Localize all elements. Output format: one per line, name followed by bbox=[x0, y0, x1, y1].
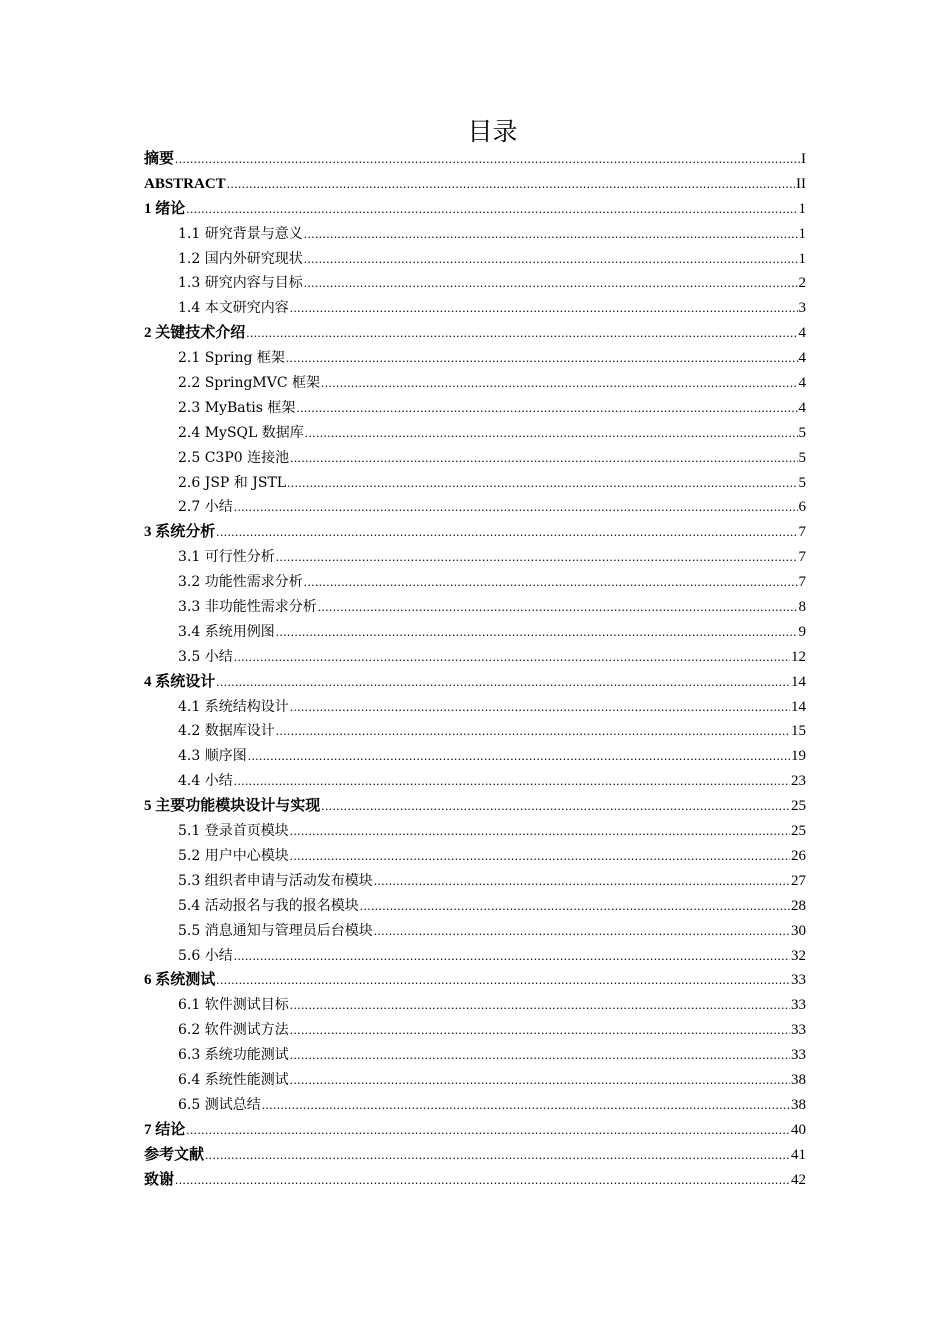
toc-dot-leader bbox=[248, 744, 790, 769]
toc-entry-page: 6 bbox=[798, 499, 806, 516]
toc-entry-page: 4 bbox=[798, 399, 806, 416]
toc-entry[interactable] bbox=[144, 894, 806, 919]
toc-dot-leader bbox=[304, 222, 798, 247]
toc-entry-title: 6.5 测试总结 bbox=[178, 1096, 261, 1113]
toc-dot-leader bbox=[290, 1068, 790, 1093]
toc-entry-title: 2 关键技术介绍 bbox=[144, 325, 246, 342]
toc-entry-page: 33 bbox=[791, 1022, 806, 1039]
toc-entry-title: 5 主要功能模块设计与实现 bbox=[144, 798, 321, 815]
toc-entry-title: 6.3 系统功能测试 bbox=[178, 1047, 289, 1064]
toc-entry[interactable] bbox=[144, 944, 806, 969]
toc-entry[interactable] bbox=[144, 495, 806, 520]
toc-entry-title: 4.3 顺序图 bbox=[178, 748, 247, 765]
toc-entry[interactable] bbox=[144, 222, 806, 247]
toc-entry-title: 5.4 活动报名与我的报名模块 bbox=[178, 897, 359, 914]
toc-entry-title: 4.2 数据库设计 bbox=[178, 723, 275, 740]
toc-dot-leader bbox=[276, 545, 798, 570]
toc-entry-page: 2 bbox=[798, 275, 806, 292]
toc-entry-page: II bbox=[796, 175, 806, 192]
toc-dot-leader bbox=[286, 346, 798, 371]
toc-dot-leader bbox=[186, 197, 797, 222]
toc-entry-page: 9 bbox=[798, 623, 806, 640]
toc-entry[interactable] bbox=[144, 819, 806, 844]
toc-entry[interactable] bbox=[144, 545, 806, 570]
toc-entry-page: 1 bbox=[798, 225, 806, 242]
toc-entry-page: 40 bbox=[791, 1121, 806, 1138]
toc-entry[interactable] bbox=[144, 620, 806, 645]
toc-entry-title: 3 系统分析 bbox=[144, 524, 216, 541]
toc-entry-title: 3.1 可行性分析 bbox=[178, 549, 275, 566]
toc-dot-leader bbox=[374, 919, 790, 944]
toc-entry-title: 3.3 非功能性需求分析 bbox=[178, 599, 317, 616]
toc-entry-page: 8 bbox=[798, 599, 806, 616]
toc-entry[interactable] bbox=[144, 645, 806, 670]
toc-entry-title: 1.3 研究内容与目标 bbox=[178, 275, 303, 292]
toc-entry[interactable] bbox=[144, 595, 806, 620]
toc-entry-title: 5.2 用户中心模块 bbox=[178, 847, 289, 864]
toc-entry-page: 26 bbox=[791, 847, 806, 864]
toc-entry-page: 25 bbox=[791, 798, 806, 815]
toc-dot-leader bbox=[304, 247, 798, 272]
toc-entry[interactable] bbox=[144, 1093, 806, 1118]
toc-entry-title: 4.1 系统结构设计 bbox=[178, 698, 289, 715]
toc-dot-leader bbox=[360, 894, 790, 919]
toc-title: 目录 bbox=[467, 117, 518, 146]
toc-entry-page: 28 bbox=[791, 897, 806, 914]
toc-entry[interactable] bbox=[144, 321, 806, 346]
table-of-contents bbox=[144, 147, 806, 1192]
toc-entry[interactable] bbox=[144, 172, 806, 197]
toc-entry[interactable] bbox=[144, 744, 806, 769]
toc-entry-page: 30 bbox=[791, 922, 806, 939]
toc-entry-page: 15 bbox=[791, 723, 806, 740]
toc-dot-leader bbox=[290, 844, 790, 869]
toc-dot-leader bbox=[290, 1018, 790, 1043]
toc-entry-title: 2.5 C3P0 连接池 bbox=[178, 449, 290, 466]
toc-entry[interactable] bbox=[144, 296, 806, 321]
toc-entry[interactable] bbox=[144, 769, 806, 794]
toc-entry-page: 38 bbox=[791, 1096, 806, 1113]
toc-dot-leader bbox=[321, 794, 790, 819]
toc-entry-title: 2.6 JSP 和 JSTL bbox=[178, 474, 287, 491]
toc-entry[interactable] bbox=[144, 695, 806, 720]
toc-dot-leader bbox=[276, 620, 798, 645]
toc-entry[interactable] bbox=[144, 147, 806, 172]
toc-entry-page: 33 bbox=[791, 1047, 806, 1064]
toc-entry-page: 4 bbox=[798, 325, 806, 342]
toc-entry-title: 2.4 MySQL 数据库 bbox=[178, 424, 304, 441]
toc-entry-title: 3.2 功能性需求分析 bbox=[178, 574, 303, 591]
toc-entry-title: 3.4 系统用例图 bbox=[178, 623, 275, 640]
toc-entry[interactable] bbox=[144, 670, 806, 695]
toc-entry-title: 2.2 SpringMVC 框架 bbox=[178, 375, 321, 392]
toc-entry-page: I bbox=[801, 151, 806, 167]
toc-entry-page: 33 bbox=[791, 997, 806, 1014]
toc-entry[interactable] bbox=[144, 247, 806, 272]
toc-dot-leader bbox=[290, 819, 790, 844]
toc-dot-leader bbox=[205, 1143, 790, 1168]
toc-dot-leader bbox=[216, 520, 797, 545]
toc-entry-title: 2.7 小结 bbox=[178, 499, 233, 516]
toc-entry-title: 6.4 系统性能测试 bbox=[178, 1071, 289, 1088]
toc-entry-title: 7 结论 bbox=[144, 1121, 186, 1138]
toc-entry-page: 7 bbox=[798, 549, 806, 566]
toc-entry[interactable] bbox=[144, 446, 806, 471]
toc-entry[interactable] bbox=[144, 421, 806, 446]
toc-dot-leader bbox=[234, 769, 790, 794]
toc-dot-leader bbox=[296, 396, 797, 421]
toc-entry[interactable] bbox=[144, 570, 806, 595]
toc-entry-page: 3 bbox=[798, 300, 806, 317]
toc-entry-title: 6 系统测试 bbox=[144, 972, 216, 989]
toc-entry-title: 5.6 小结 bbox=[178, 947, 233, 964]
toc-entry-page: 5 bbox=[798, 424, 806, 441]
toc-entry-page: 41 bbox=[791, 1146, 806, 1163]
toc-entry-title: 摘要 bbox=[144, 151, 175, 167]
toc-dot-leader bbox=[234, 944, 790, 969]
toc-entry-title: 4 系统设计 bbox=[144, 673, 216, 690]
toc-entry[interactable] bbox=[144, 471, 806, 496]
toc-entry-page: 1 bbox=[798, 250, 806, 267]
toc-dot-leader bbox=[304, 271, 798, 296]
toc-entry-title: 参考文献 bbox=[144, 1146, 205, 1163]
toc-entry[interactable] bbox=[144, 844, 806, 869]
toc-entry-title: 1.2 国内外研究现状 bbox=[178, 250, 303, 267]
toc-entry[interactable] bbox=[144, 719, 806, 744]
toc-dot-leader bbox=[318, 595, 798, 620]
toc-entry-title: 致谢 bbox=[144, 1171, 175, 1188]
toc-dot-leader bbox=[227, 172, 795, 197]
toc-entry-page: 14 bbox=[791, 673, 806, 690]
toc-entry-page: 14 bbox=[791, 698, 806, 715]
toc-dot-leader bbox=[186, 1118, 790, 1143]
toc-dot-leader bbox=[290, 446, 797, 471]
toc-entry-title: 2.3 MyBatis 框架 bbox=[178, 399, 296, 416]
toc-entry-page: 5 bbox=[798, 474, 806, 491]
toc-dot-leader bbox=[216, 670, 790, 695]
toc-entry-page: 33 bbox=[791, 972, 806, 989]
toc-dot-leader bbox=[290, 993, 790, 1018]
toc-entry-title: 1.1 研究背景与意义 bbox=[178, 225, 303, 242]
toc-entry[interactable] bbox=[144, 1068, 806, 1093]
toc-dot-leader bbox=[175, 1168, 790, 1193]
toc-dot-leader bbox=[321, 371, 797, 396]
toc-entry-page: 4 bbox=[798, 375, 806, 392]
toc-entry[interactable] bbox=[144, 993, 806, 1018]
toc-entry-title: 3.5 小结 bbox=[178, 648, 233, 665]
toc-dot-leader bbox=[234, 495, 798, 520]
toc-entry[interactable] bbox=[144, 1018, 806, 1043]
toc-entry-page: 25 bbox=[791, 823, 806, 840]
toc-entry[interactable] bbox=[144, 919, 806, 944]
toc-entry[interactable] bbox=[144, 520, 806, 545]
toc-entry-page: 32 bbox=[791, 947, 806, 964]
toc-dot-leader bbox=[276, 719, 790, 744]
toc-dot-leader bbox=[290, 695, 790, 720]
toc-dot-leader bbox=[216, 968, 790, 993]
toc-dot-leader bbox=[374, 869, 790, 894]
toc-entry-page: 23 bbox=[791, 773, 806, 790]
toc-dot-leader bbox=[262, 1093, 790, 1118]
toc-entry-page: 7 bbox=[798, 574, 806, 591]
toc-entry[interactable] bbox=[144, 197, 806, 222]
toc-entry[interactable] bbox=[144, 271, 806, 296]
toc-entry-page: 4 bbox=[798, 350, 806, 367]
toc-dot-leader bbox=[287, 471, 797, 496]
toc-dot-leader bbox=[234, 645, 790, 670]
toc-dot-leader bbox=[305, 421, 798, 446]
toc-entry[interactable] bbox=[144, 869, 806, 894]
toc-entry-page: 42 bbox=[791, 1171, 806, 1188]
toc-entry-title: 2.1 Spring 框架 bbox=[178, 350, 285, 367]
toc-entry[interactable] bbox=[144, 968, 806, 993]
toc-entry-title: 6.2 软件测试方法 bbox=[178, 1022, 289, 1039]
toc-dot-leader bbox=[290, 1043, 790, 1068]
toc-dot-leader bbox=[246, 321, 797, 346]
toc-entry-title: ABSTRACT bbox=[144, 175, 226, 192]
toc-entry-title: 5.5 消息通知与管理员后台模块 bbox=[178, 922, 373, 939]
toc-entry-title: 6.1 软件测试目标 bbox=[178, 997, 289, 1014]
toc-entry[interactable] bbox=[144, 1168, 806, 1193]
toc-entry-title: 5.1 登录首页模块 bbox=[178, 823, 289, 840]
toc-entry-title: 1 绪论 bbox=[144, 200, 186, 217]
toc-entry-page: 38 bbox=[791, 1071, 806, 1088]
toc-entry-title: 4.4 小结 bbox=[178, 773, 233, 790]
toc-entry[interactable] bbox=[144, 1118, 806, 1143]
toc-entry-page: 12 bbox=[791, 648, 806, 665]
toc-entry[interactable] bbox=[144, 346, 806, 371]
toc-entry[interactable] bbox=[144, 794, 806, 819]
toc-entry-page: 7 bbox=[798, 524, 806, 541]
toc-entry-page: 5 bbox=[798, 449, 806, 466]
toc-entry-title: 1.4 本文研究内容 bbox=[178, 300, 289, 317]
toc-dot-leader bbox=[304, 570, 798, 595]
toc-entry-page: 1 bbox=[798, 200, 806, 217]
toc-entry[interactable] bbox=[144, 1043, 806, 1068]
toc-entry[interactable] bbox=[144, 1143, 806, 1168]
toc-entry-title: 5.3 组织者申请与活动发布模块 bbox=[178, 872, 373, 889]
toc-dot-leader bbox=[290, 296, 798, 321]
toc-entry[interactable] bbox=[144, 371, 806, 396]
toc-entry-page: 19 bbox=[791, 748, 806, 765]
toc-entry-page: 27 bbox=[791, 872, 806, 889]
toc-dot-leader bbox=[175, 147, 800, 172]
toc-entry[interactable] bbox=[144, 396, 806, 421]
